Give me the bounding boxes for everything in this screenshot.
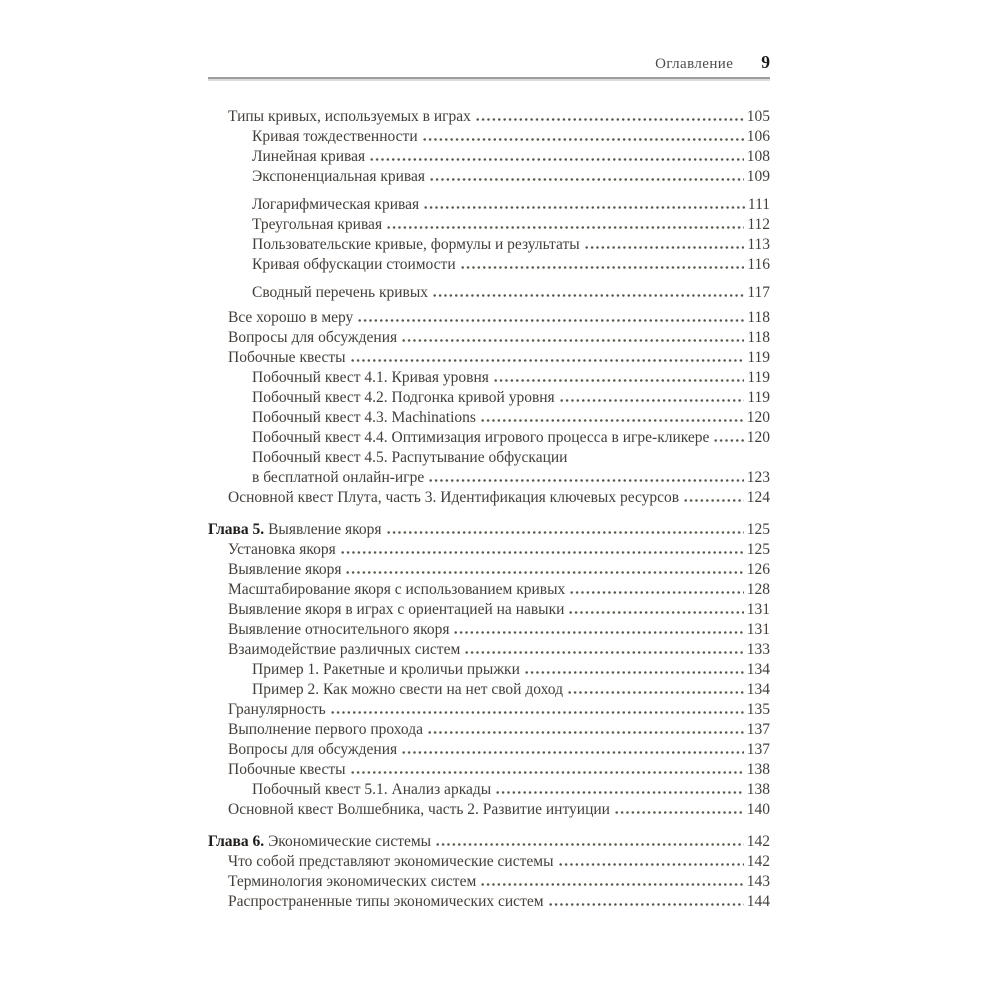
entry-title: Гранулярность — [228, 701, 326, 718]
entry-page: 138 — [746, 781, 770, 798]
entry-title: Что собой представляют экономические системы — [228, 853, 554, 870]
dot-leader — [427, 731, 744, 734]
toc-entry — [208, 428, 770, 448]
dot-leader — [567, 691, 744, 694]
dot-leader — [495, 791, 744, 794]
dot-leader — [584, 246, 745, 249]
entry-title: Выявление якоря в играх с ориентацией на навыки — [228, 601, 565, 618]
toc-entry — [208, 620, 770, 640]
toc-entry — [208, 215, 770, 235]
dot-leader — [423, 206, 745, 209]
toc-entry — [208, 328, 770, 348]
dot-leader — [401, 339, 744, 342]
dot-leader — [428, 479, 744, 482]
dot-leader — [493, 379, 744, 382]
toc-entry — [208, 800, 770, 820]
dot-leader — [614, 811, 744, 814]
dot-leader — [350, 359, 745, 362]
toc-entry — [208, 147, 770, 167]
page-number: 9 — [761, 52, 770, 72]
entry-title: Экспоненциальная кривая — [252, 168, 426, 185]
entry-page: 144 — [746, 893, 770, 910]
entry-title: Побочный квест 4.5. Распутывание обфускации — [252, 449, 568, 466]
entry-page: 118 — [747, 309, 770, 326]
toc-chapter-entry — [208, 832, 770, 852]
entry-page: 120 — [746, 409, 770, 426]
dot-leader — [558, 863, 744, 866]
entry-page: 134 — [746, 681, 770, 698]
dot-leader — [386, 531, 744, 534]
entry-page: 118 — [747, 329, 770, 346]
entry-text: Экономические системы — [268, 833, 432, 850]
entry-title: Побочные квесты — [228, 349, 346, 366]
entry-page: 119 — [747, 389, 770, 406]
entry-title: Побочный квест 4.1. Кривая уровня — [252, 369, 489, 386]
entry-page: 138 — [746, 761, 770, 778]
entry-title: Все хорошо в меру — [228, 309, 354, 326]
dot-leader — [524, 671, 744, 674]
toc-entry — [208, 167, 770, 187]
toc-entry — [208, 872, 770, 892]
entry-page: 134 — [746, 661, 770, 678]
entry-page: 137 — [746, 721, 770, 738]
dot-leader — [429, 178, 744, 181]
entry-title: Взаимодействие различных систем — [228, 641, 461, 658]
dot-leader — [480, 419, 744, 422]
entry-page: 137 — [746, 741, 770, 758]
entry-page: 112 — [747, 216, 770, 233]
dot-leader — [357, 319, 744, 322]
dot-leader — [453, 631, 743, 634]
entry-title: Сводный перечень кривых — [252, 284, 429, 301]
entry-title: Выявление относительного якоря — [228, 621, 450, 638]
entry-page: 125 — [746, 521, 770, 538]
entry-page: 143 — [746, 873, 770, 890]
chapter-prefix: Глава 5. — [208, 521, 265, 538]
entry-title: Основной квест Волшебника, часть 2. Развитие интуиции — [228, 801, 610, 818]
toc-entry — [208, 127, 770, 147]
toc-entry — [208, 107, 770, 127]
dot-leader — [340, 551, 744, 554]
entry-title: Пример 2. Как можно свести на нет свой доход — [252, 681, 563, 698]
entry-title: Масштабирование якоря с использованием кривых — [228, 581, 566, 598]
chapter-prefix: Глава 6. — [208, 833, 265, 850]
entry-page: 135 — [746, 701, 770, 718]
entry-page: 111 — [747, 196, 770, 213]
entry-title: Линейная кривая — [252, 148, 366, 165]
toc-entry — [208, 235, 770, 255]
entry-page: 113 — [747, 236, 770, 253]
entry-page: 125 — [746, 541, 770, 558]
entry-page: 128 — [746, 581, 770, 598]
entry-page: 123 — [746, 469, 770, 486]
toc-entry — [208, 283, 770, 303]
entry-page: 116 — [747, 256, 770, 273]
entry-page: 142 — [746, 853, 770, 870]
entry-title: Типы кривых, используемых в играх — [228, 108, 471, 125]
dot-leader — [435, 843, 744, 846]
toc-list — [208, 107, 770, 912]
entry-page: 109 — [746, 168, 770, 185]
dot-leader — [569, 591, 743, 594]
dot-leader — [369, 158, 744, 161]
entry-title: в бесплатной онлайн-игре — [252, 469, 425, 486]
entry-title: Выявление якоря — [228, 561, 342, 578]
dot-leader — [350, 771, 744, 774]
dot-leader — [386, 226, 744, 229]
entry-page: 106 — [746, 128, 770, 145]
entry-page: 120 — [746, 429, 770, 446]
entry-title: Пользовательские кривые, формулы и результаты — [252, 236, 580, 253]
entry-title: Побочные квесты — [228, 761, 346, 778]
entry-title: Побочный квест 4.2. Подгонка кривой уровня — [252, 389, 555, 406]
entry-text: Выявление якоря — [268, 521, 382, 538]
entry-page: 117 — [747, 284, 770, 301]
toc-entry — [208, 255, 770, 275]
entry-title: Побочный квест 4.4. Оптимизация игрового процесса в игре-кликере — [252, 429, 710, 446]
entry-page: 108 — [746, 148, 770, 165]
toc-entry — [208, 700, 770, 720]
entry-title: Основной квест Плута, часть 3. Идентификация ключевых ресурсов — [228, 489, 680, 506]
entry-page: 133 — [746, 641, 770, 658]
toc-entry — [208, 408, 770, 428]
running-head — [208, 52, 770, 76]
dot-leader — [683, 499, 744, 502]
toc-entry — [208, 780, 770, 800]
toc-entry — [208, 448, 770, 468]
entry-title: Кривая тождественности — [252, 128, 418, 145]
dot-leader — [568, 611, 743, 614]
entry-page: 119 — [747, 369, 770, 386]
entry-title: Установка якоря — [228, 541, 336, 558]
entry-title: Логарифмическая кривая — [252, 196, 420, 213]
entry-title: Распространенные типы экономических систем — [228, 893, 544, 910]
entry-page: 142 — [746, 833, 770, 850]
toc-entry — [208, 852, 770, 872]
dot-leader — [432, 294, 744, 297]
dot-leader — [422, 138, 744, 141]
dot-leader — [480, 883, 743, 886]
entry-title — [208, 520, 382, 540]
dot-leader — [330, 711, 744, 714]
dot-leader — [713, 439, 743, 442]
toc-entry — [208, 680, 770, 700]
entry-page: 105 — [746, 108, 770, 125]
dot-leader — [464, 651, 743, 654]
entry-page: 131 — [746, 621, 770, 638]
entry-title: Выполнение первого прохода — [228, 721, 423, 738]
dot-leader — [475, 118, 744, 121]
entry-title: Терминология экономических систем — [228, 873, 477, 890]
toc-entry — [208, 892, 770, 912]
toc-entry — [208, 368, 770, 388]
running-head-title: Оглавление — [655, 56, 734, 72]
entry-title: Вопросы для обсуждения — [228, 329, 398, 346]
entry-title: Треугольная кривая — [252, 216, 383, 233]
toc-entry — [208, 560, 770, 580]
toc-entry — [208, 540, 770, 560]
dot-leader — [559, 399, 745, 402]
entry-page: 140 — [746, 801, 770, 818]
toc-chapter-entry — [208, 520, 770, 540]
entry-title: Побочный квест 5.1. Анализ аркады — [252, 781, 492, 798]
entry-title: Побочный квест 4.3. Machinations — [252, 409, 476, 426]
entry-title: Вопросы для обсуждения — [228, 741, 398, 758]
toc-entry — [208, 195, 770, 215]
entry-title: Пример 1. Ракетные и кроличьи прыжки — [252, 661, 520, 678]
toc-entry — [208, 468, 770, 488]
toc-entry — [208, 740, 770, 760]
entry-page: 119 — [747, 349, 770, 366]
dot-leader — [460, 266, 745, 269]
toc-entry — [208, 720, 770, 740]
toc-entry — [208, 388, 770, 408]
toc-entry — [208, 488, 770, 508]
toc-entry — [208, 600, 770, 620]
entry-title: Кривая обфускации стоимости — [252, 256, 456, 273]
toc-entry — [208, 580, 770, 600]
toc-entry — [208, 660, 770, 680]
entry-page: 131 — [746, 601, 770, 618]
dot-leader — [548, 903, 744, 906]
toc-entry — [208, 348, 770, 368]
entry-page: 126 — [746, 561, 770, 578]
toc-entry — [208, 760, 770, 780]
dot-leader — [345, 571, 743, 574]
header-rule — [208, 77, 770, 79]
entry-page: 124 — [746, 489, 770, 506]
entry-title — [208, 832, 431, 852]
toc-entry — [208, 640, 770, 660]
toc-entry — [208, 308, 770, 328]
dot-leader — [401, 751, 744, 754]
